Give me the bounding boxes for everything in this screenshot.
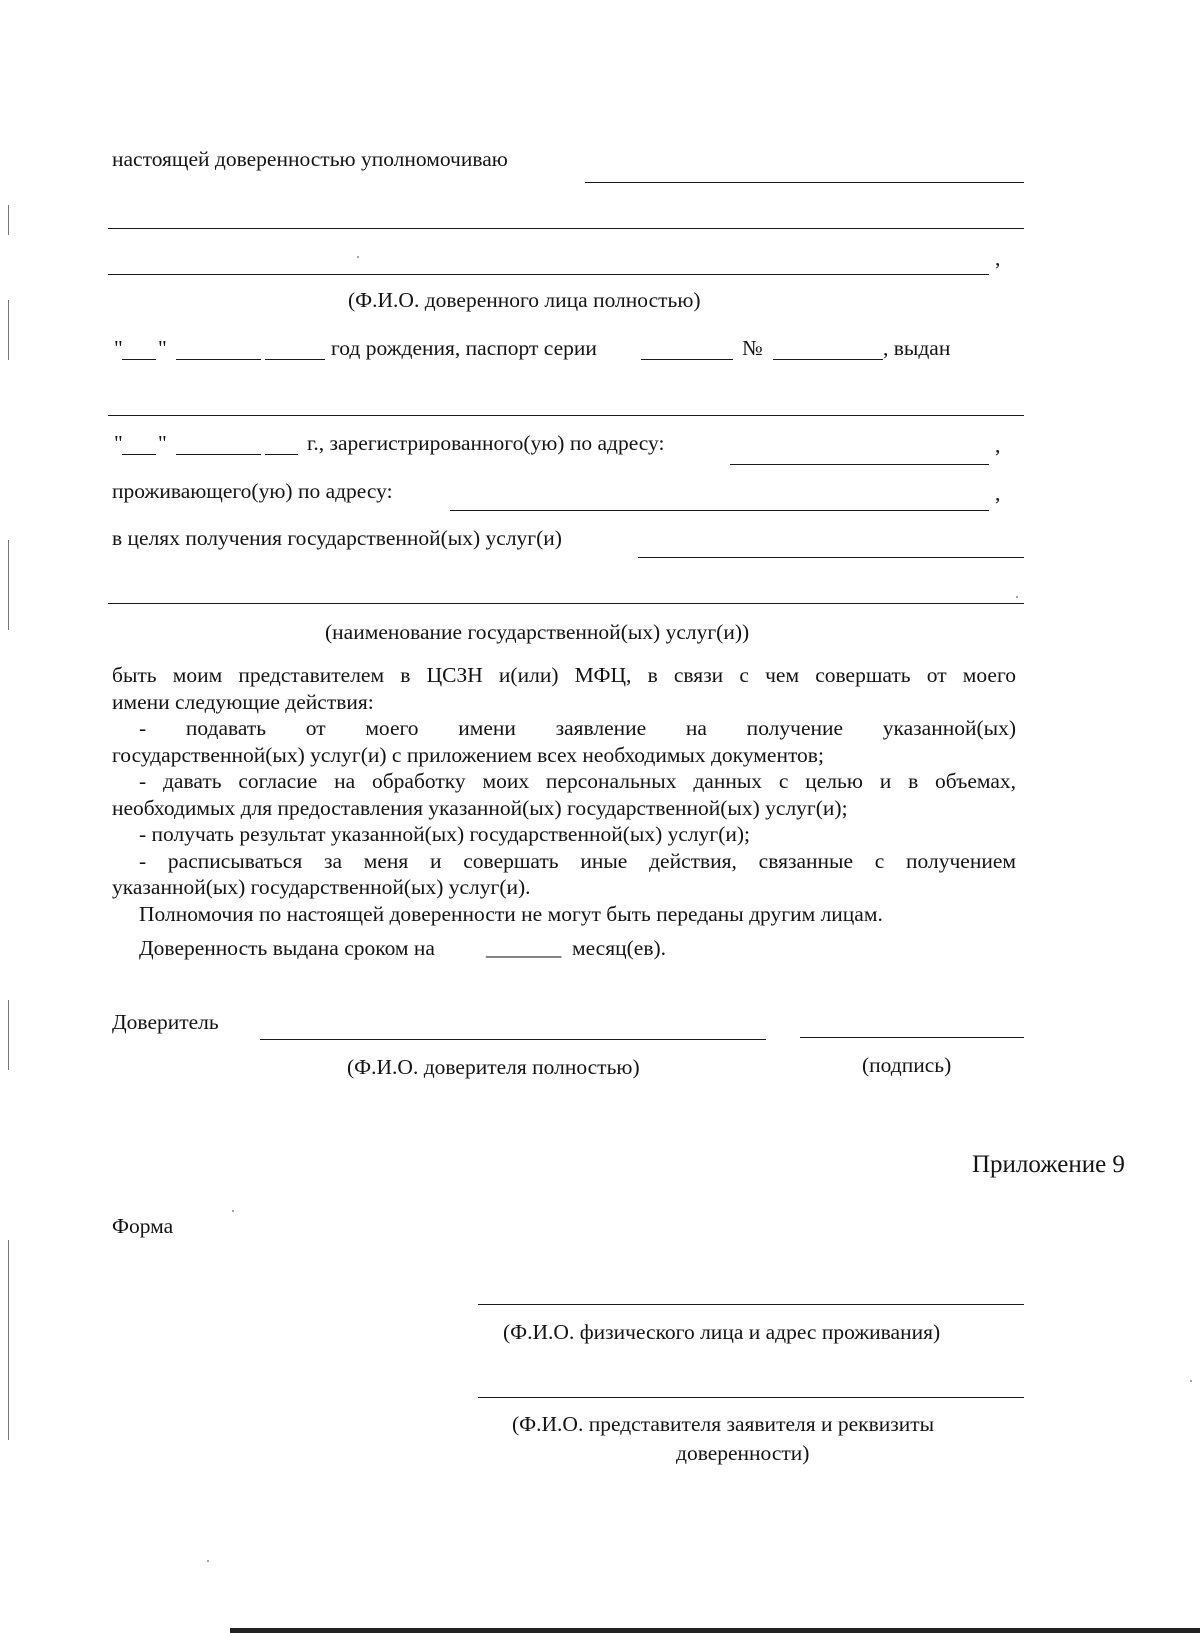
authorize-text: настоящей доверенностью уполномочиваю <box>112 147 508 171</box>
scan-margin-mark <box>8 540 9 630</box>
scan-margin-mark <box>8 1000 9 1070</box>
quote-close-2: " <box>158 431 167 455</box>
term-after: месяц(ев). <box>572 936 667 960</box>
principal-fio-line[interactable] <box>260 1039 766 1040</box>
registered-text: г., зарегистрированного(ую) по адресу: <box>307 431 665 455</box>
trustee-fio-line-1[interactable] <box>108 228 1024 229</box>
scan-margin-mark <box>8 300 9 360</box>
principal-label: Доверитель <box>112 1010 219 1034</box>
registration-address-line[interactable] <box>730 464 989 465</box>
scan-speck <box>207 1560 209 1562</box>
body-line-7: - получать результат указанной(ых) государственной(ых) услуг(и); <box>139 822 751 846</box>
quote-open: " <box>114 336 123 360</box>
line-comma: , <box>995 246 1001 270</box>
caption-fio-trustee: (Ф.И.О. доверенного лица полностью) <box>348 288 701 312</box>
quote-close: " <box>158 336 167 360</box>
reg-month-blank[interactable] <box>176 454 261 455</box>
purpose-text: в целях получения государственной(ых) услуг(и) <box>112 526 562 550</box>
caption-representative-2: доверенности) <box>676 1441 810 1465</box>
birth-year-blank[interactable] <box>265 359 325 360</box>
trustee-blank-line[interactable] <box>585 182 1024 183</box>
body-line-8: - расписываться за меня и совершать иные действия, связанные с получением <box>139 848 1016 873</box>
scan-speck <box>1190 1380 1192 1382</box>
scan-bottom-edge <box>230 1628 1200 1633</box>
body-line-10: Полномочия по настоящей доверенности не могут быть переданы другим лицам. <box>139 901 883 926</box>
term-before: Доверенность выдана сроком на <box>139 936 435 960</box>
body-line-9: указанной(ых) государственной(ых) услуг(и). <box>112 875 531 899</box>
reg-year-blank[interactable] <box>265 454 298 455</box>
scan-margin-mark <box>8 205 9 235</box>
caption-representative-1: (Ф.И.О. представителя заявителя и реквизиты <box>512 1412 935 1436</box>
quote-open-2: " <box>114 431 123 455</box>
term-blank[interactable]: _______ <box>486 936 562 960</box>
passport-series-blank[interactable] <box>641 359 733 360</box>
body-line-4: государственной(ых) услуг(и) с приложением всех необходимых документов; <box>112 742 824 767</box>
body-line-2: имени следующие действия: <box>112 689 374 714</box>
form-label: Форма <box>112 1214 174 1238</box>
service-name-line-1[interactable] <box>638 557 1024 558</box>
passport-number-blank[interactable] <box>773 359 883 360</box>
principal-signature-line[interactable] <box>800 1037 1024 1038</box>
line-comma-3: , <box>995 481 1001 505</box>
residing-address-line[interactable] <box>450 510 989 511</box>
representative-line[interactable] <box>478 1397 1024 1398</box>
line-comma-2: , <box>995 433 1001 457</box>
birth-day-blank[interactable] <box>122 359 156 360</box>
reg-day-blank[interactable] <box>122 454 156 455</box>
scan-speck <box>357 256 359 258</box>
caption-service: (наименование государственной(ых) услуг(и)) <box>325 620 750 644</box>
body-line-6: необходимых для предоставления указанной(ых) государственной(ых) услуг(и); <box>112 795 848 820</box>
appendix-title: Приложение 9 <box>972 1151 1125 1178</box>
service-name-line-2[interactable] <box>108 603 1024 604</box>
residing-text: проживающего(ую) по адресу: <box>112 479 393 503</box>
powers-paragraph <box>112 662 1016 927</box>
body-line-5: - давать согласие на обработку моих персональных данных с целью и в объемах, <box>139 769 1016 793</box>
caption-signature: (подпись) <box>862 1053 952 1077</box>
number-sign: № <box>742 336 763 360</box>
caption-fio-principal: (Ф.И.О. доверителя полностью) <box>347 1055 640 1079</box>
scan-speck <box>232 1210 234 1212</box>
scan-margin-mark <box>8 1240 9 1440</box>
issued-by-line[interactable] <box>108 415 1024 416</box>
body-line-1: быть моим представителем в ЦСЗН и(или) МФЦ, в связи с чем совершать от моего <box>112 663 1016 687</box>
applicant-line[interactable] <box>478 1304 1024 1305</box>
body-line-3: - подавать от моего имени заявление на получение указанной(ых) <box>139 716 1016 740</box>
issued-text: , выдан <box>883 336 951 360</box>
scan-speck <box>1016 596 1018 598</box>
trustee-fio-line-2[interactable] <box>108 274 989 275</box>
birth-text: год рождения, паспорт серии <box>331 336 597 360</box>
birth-month-blank[interactable] <box>176 359 261 360</box>
caption-applicant: (Ф.И.О. физического лица и адрес проживания) <box>503 1320 941 1344</box>
